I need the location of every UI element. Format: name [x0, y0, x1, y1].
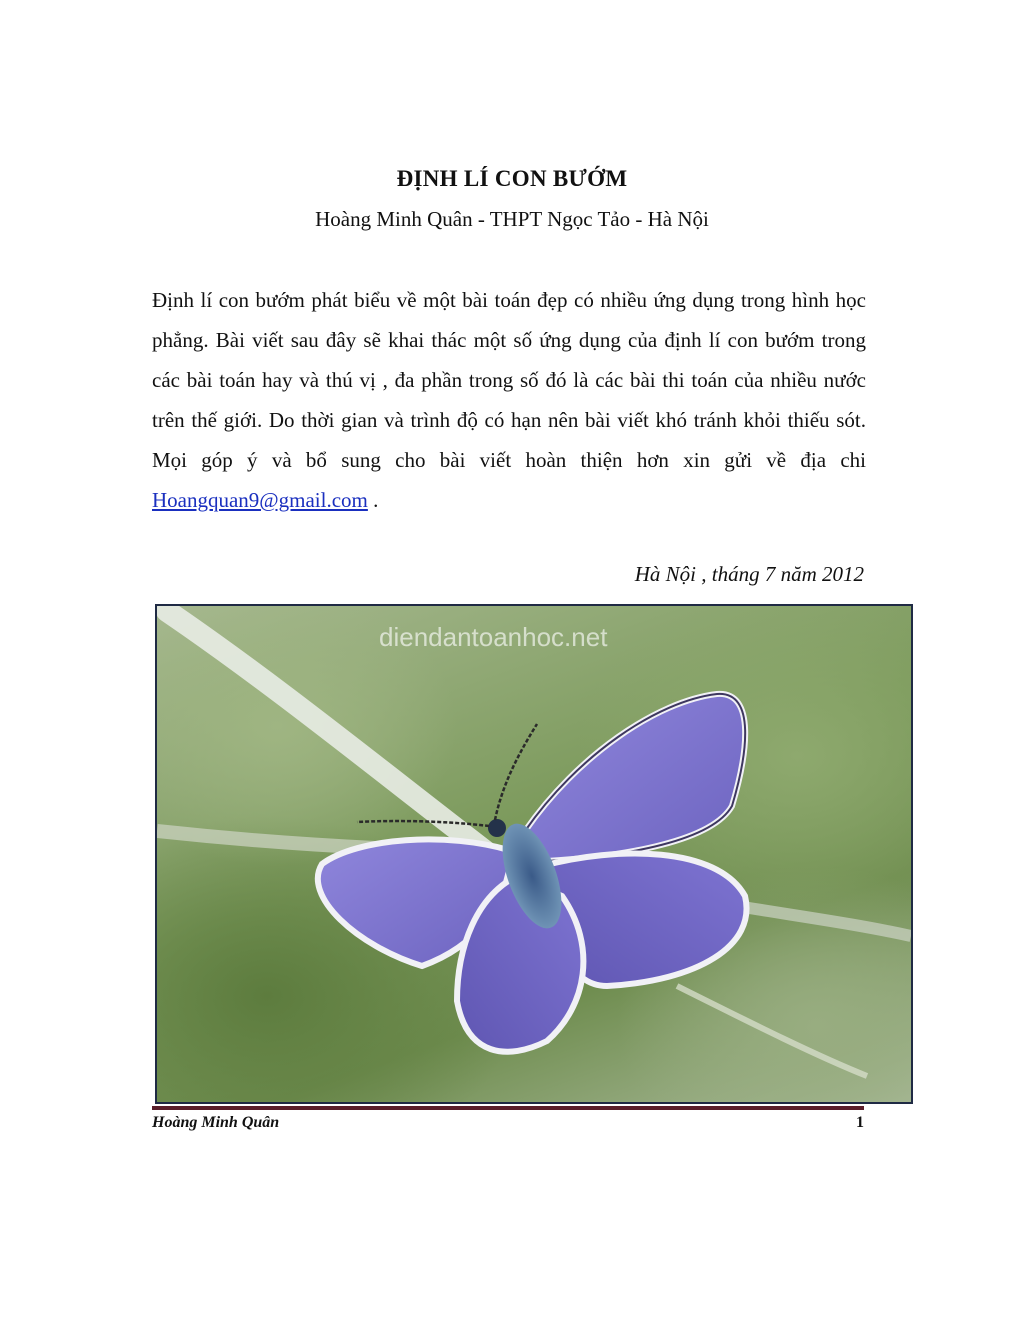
watermark: diendantoanhoc.net [379, 622, 608, 652]
footer-author: Hoàng Minh Quân [152, 1114, 280, 1131]
grass-stem [677, 986, 867, 1076]
footer-divider [152, 1106, 864, 1110]
email-link[interactable]: Hoangquan9@gmail.com [152, 488, 368, 512]
butterfly-photo [155, 604, 913, 1104]
butterfly-antenna [495, 724, 537, 820]
page-number: 1 [856, 1114, 864, 1131]
butterfly-illustration [157, 606, 911, 1102]
page-title: ĐỊNH LÍ CON BƯỚM [396, 166, 628, 191]
intro-end: . [367, 488, 379, 512]
intro-text: Định lí con bướm phát biểu về một bài toán đẹp có nhiều ứng dụng trong hình học phẳng. Bài viết sau đây sẽ khai thác một số ứng dụng của định lí con bướm trong các bài toán hay và thú vị , đa phần trong số đó là các bài thi toán của nhiều nước trên thế giới. Do thời gian và trình độ có hạn nên bài viết khó tránh khỏi thiếu sót. Mọi góp ý và bổ sung cho bài viết hoàn thiện hơn xin gửi về địa chi [152, 288, 866, 472]
dateline: Hà Nội , tháng 7 năm 2012 [634, 562, 864, 586]
butterfly-wing-upper-right [525, 694, 745, 861]
butterfly-head [488, 819, 506, 837]
intro-paragraph [152, 280, 866, 520]
author-line: Hoàng Minh Quân - THPT Ngọc Tảo - Hà Nội [315, 207, 709, 231]
grass-stem [737, 906, 911, 936]
